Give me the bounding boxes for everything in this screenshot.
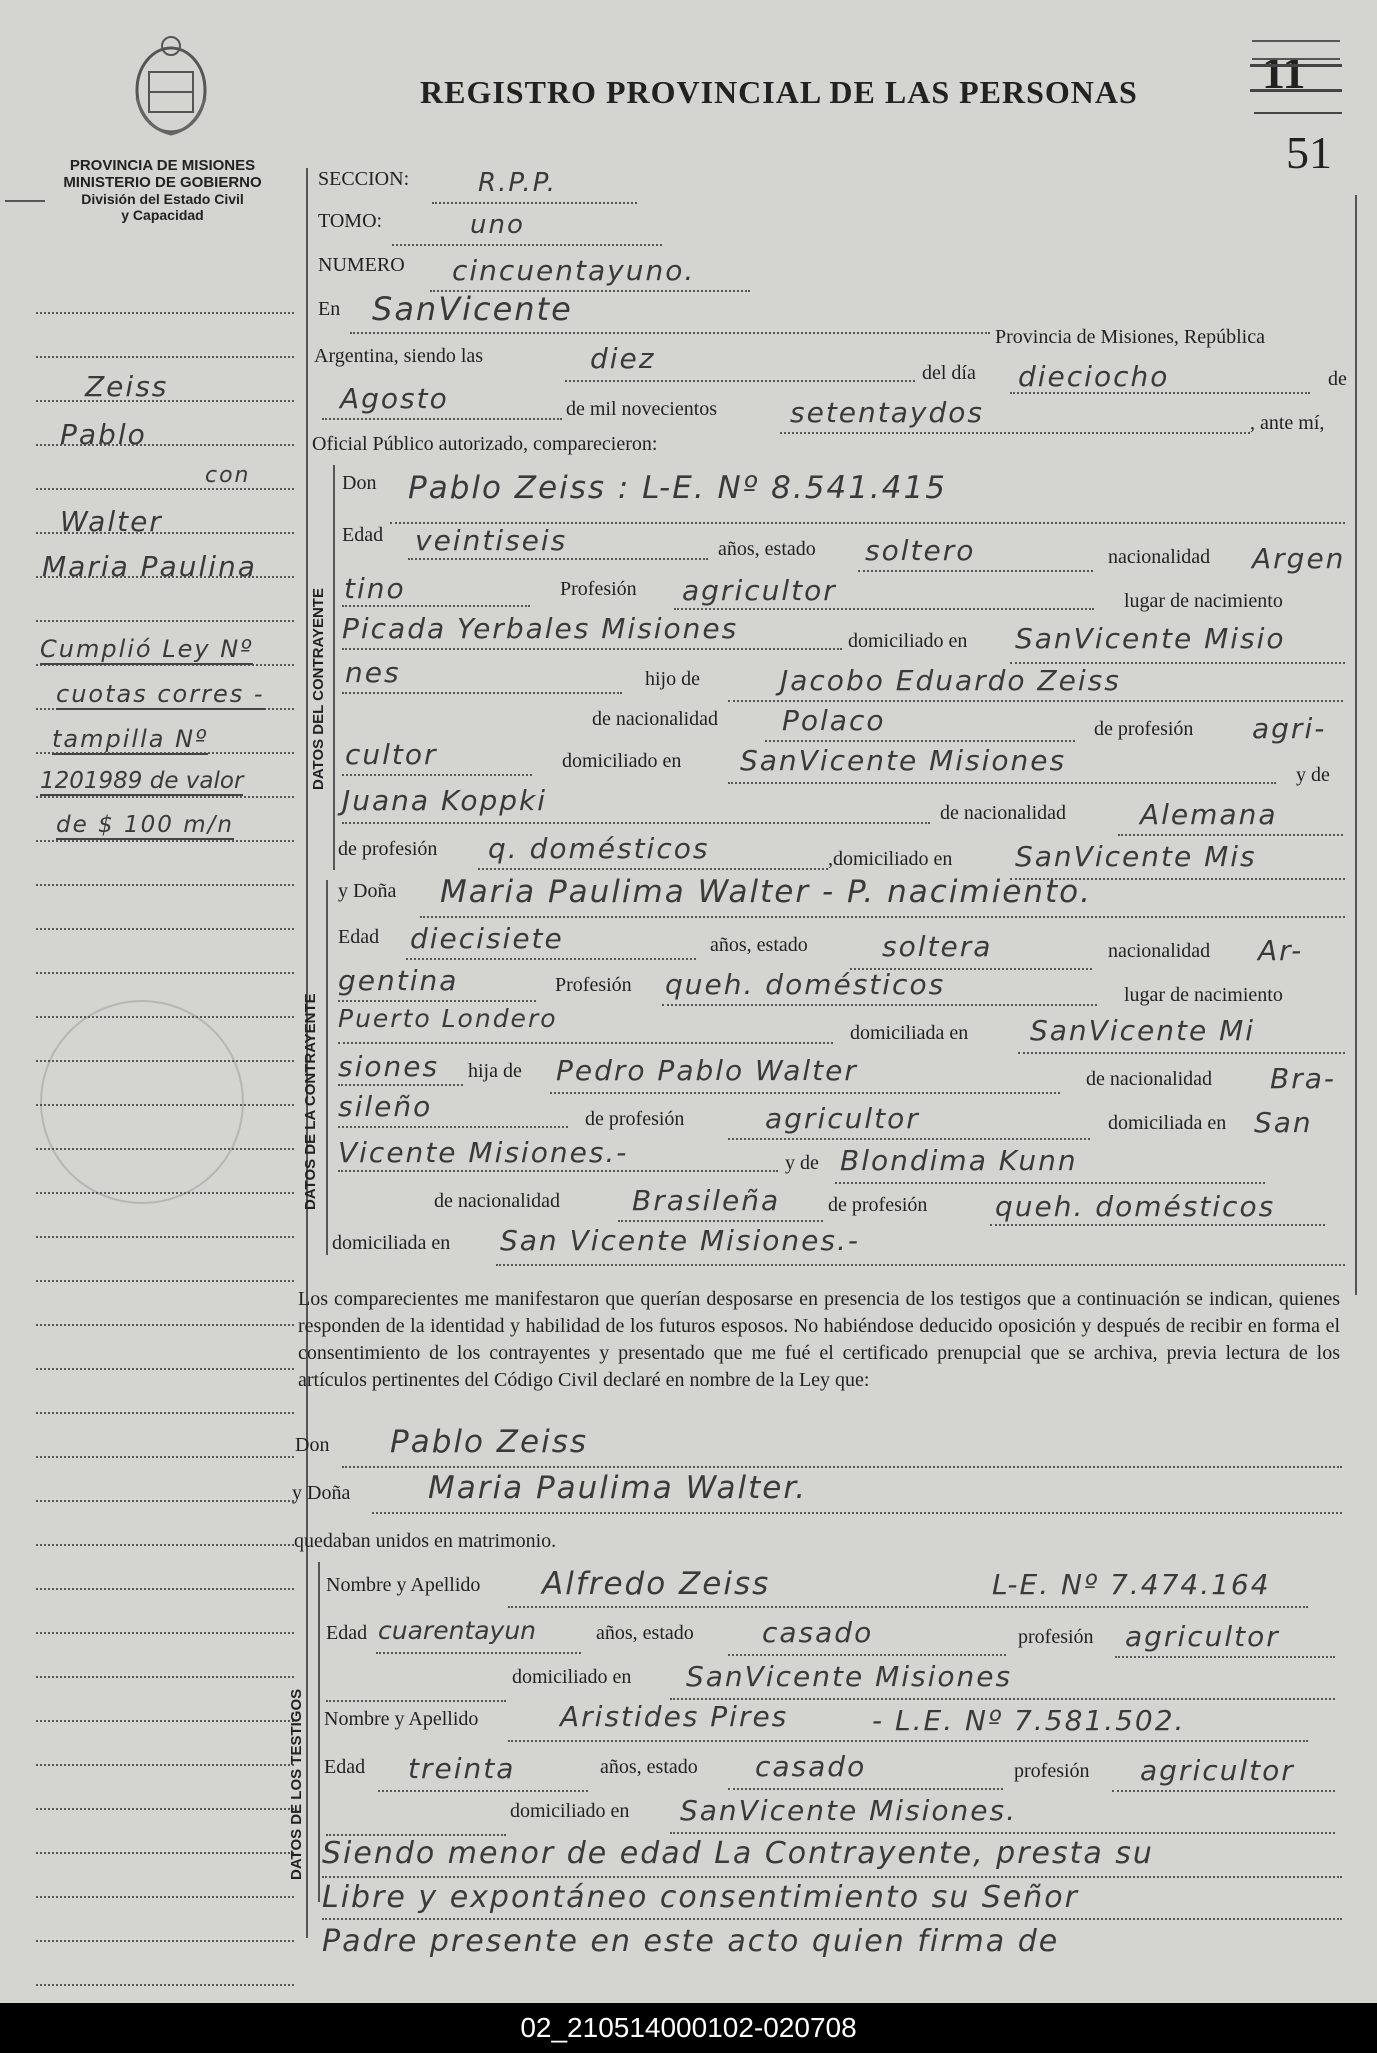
margin-firstname: Pablo bbox=[60, 418, 147, 451]
right-frame-line bbox=[1355, 195, 1357, 1295]
final-note-3: Padre presente en este acto quien firma de bbox=[322, 1924, 1060, 1959]
domicilio-label: domiciliado en bbox=[848, 630, 968, 652]
margin-ruled-line bbox=[36, 312, 294, 314]
padre-prof-label: de profesión bbox=[1094, 718, 1194, 740]
padre-dom-label: domiciliado en bbox=[562, 750, 682, 772]
tomo-line bbox=[392, 244, 662, 246]
t2-domicilio-line bbox=[670, 1832, 1335, 1834]
numero-label: NUMERO bbox=[318, 254, 405, 276]
del-dia-label: del día bbox=[922, 362, 976, 384]
domicilio-label-2: domiciliada en bbox=[850, 1022, 969, 1044]
profesion-line bbox=[674, 608, 1094, 610]
strike-lines-top bbox=[1252, 40, 1340, 60]
t1-profesion-label: profesión bbox=[1018, 1626, 1094, 1648]
contrayenta-section-label: DATOS DE LA CONTRAYENTE bbox=[302, 993, 319, 1210]
edad2-line bbox=[406, 958, 696, 960]
padre-line bbox=[728, 700, 1343, 702]
mes-line bbox=[322, 418, 562, 420]
declaration-dona-label: y Doña bbox=[292, 1482, 351, 1504]
declaration-don-label: Don bbox=[295, 1434, 330, 1456]
final-note-2: Libre y expontáneo consentimiento su Señor bbox=[322, 1880, 1079, 1915]
t2-edad-line bbox=[378, 1790, 588, 1792]
contrayente-lugar: Picada Yerbales Misiones bbox=[342, 612, 739, 645]
contrayenta-domicilio-2: siones bbox=[338, 1050, 440, 1083]
contrayente-madre-dom: SanVicente Mis bbox=[1015, 840, 1257, 873]
margin-ruled-line bbox=[36, 1456, 294, 1458]
contrayenta-madre-prof: queh. domésticos bbox=[995, 1190, 1276, 1223]
madre-prof-label-2: de profesión bbox=[828, 1194, 928, 1216]
profesion-label-2: Profesión bbox=[555, 974, 632, 996]
profesion-label: Profesión bbox=[560, 578, 637, 600]
seccion-line bbox=[432, 202, 637, 204]
padre-dom-label-2: domiciliada en bbox=[1108, 1112, 1227, 1134]
contrayente-bracket bbox=[333, 465, 335, 870]
image-caption: 02_210514000102-020708 bbox=[0, 2003, 1377, 2053]
madre-prof-line bbox=[478, 868, 828, 870]
office-division-2: y Capacidad bbox=[121, 207, 204, 223]
t2-nombre-label: Nombre y Apellido bbox=[324, 1708, 479, 1730]
registry-title: REGISTRO PROVINCIAL DE LAS PERSONAS bbox=[420, 74, 1138, 110]
de-label: de bbox=[1328, 368, 1347, 390]
contrayente-padre-dom: SanVicente Misiones bbox=[740, 744, 1067, 777]
t1-domicilio: SanVicente Misiones bbox=[686, 1660, 1013, 1693]
contrayente-nac-2: tino bbox=[344, 572, 406, 605]
anios-label-2: años, estado bbox=[710, 934, 808, 956]
nac2-line bbox=[342, 605, 530, 607]
argentina-text: Argentina, siendo las bbox=[314, 345, 484, 367]
contrayente-domicilio-1: SanVicente Misio bbox=[1015, 622, 1286, 655]
contrayente-madre-prof: q. domésticos bbox=[488, 832, 710, 865]
hora-line bbox=[565, 380, 915, 382]
provincia-text: Provincia de Misiones, República bbox=[995, 326, 1265, 348]
contrayente-edad: veintiseis bbox=[415, 524, 568, 557]
contrayenta-edad: diecisiete bbox=[410, 922, 564, 955]
madre-nac-label: de nacionalidad bbox=[940, 802, 1067, 824]
contrayente-padre-nac: Polaco bbox=[782, 704, 886, 737]
contrayenta-padre-dom-2: Vicente Misiones.- bbox=[338, 1136, 629, 1169]
madre2-line bbox=[835, 1182, 1265, 1184]
madre-prof-label: de profesión bbox=[338, 838, 438, 860]
declaration-text: Los comparecientes me manifestaron que querían desposarse en presencia de los testigos que a continuación se indican, quienes responden de la identidad y habilidad de los futuros esposos. No habiéndose deducido oposición y después de recibir en forma el consentimiento de los contrayentes y presentado que me fué el certificado prenupcial que se archiva, previa lectura de los artículos pertinentes del Código Civil declaré en nombre de la Ley que: bbox=[298, 1288, 1340, 1391]
profesion2-line bbox=[662, 1004, 1097, 1006]
margin-ruled-line bbox=[36, 1500, 294, 1502]
padre-prof2-line-2 bbox=[728, 1138, 1090, 1140]
t2-profesion-line bbox=[1112, 1790, 1335, 1792]
hijo-label: hijo de bbox=[645, 668, 700, 690]
declaration-dona: Maria Paulima Walter. bbox=[428, 1470, 808, 1506]
margin-ruled-line bbox=[36, 1764, 294, 1766]
t1-anios-label: años, estado bbox=[596, 1622, 694, 1644]
seccion-label: SECCION: bbox=[318, 168, 410, 190]
margin-ruled-line bbox=[36, 1984, 294, 1986]
office-division: División del Estado Civil bbox=[81, 191, 244, 207]
note-line-2 bbox=[322, 1918, 1342, 1920]
declaration-don-line bbox=[342, 1466, 1342, 1468]
margin-ruled-line bbox=[36, 1280, 294, 1282]
lugar2-line bbox=[338, 1042, 833, 1044]
edad-label-2: Edad bbox=[338, 926, 380, 948]
y-de-label-2: y de bbox=[785, 1152, 819, 1174]
margin-tax-note-4: 1201989 de valor bbox=[40, 768, 244, 794]
ante-label: , ante mí, bbox=[1250, 412, 1325, 434]
t2-nombre: Aristides Pires bbox=[560, 1700, 789, 1733]
testigos-bracket bbox=[318, 1562, 320, 1902]
en-label: En bbox=[318, 298, 341, 320]
t2-edad: treinta bbox=[408, 1752, 516, 1785]
margin-ruled-line bbox=[36, 1236, 294, 1238]
t1-domicilio-label: domiciliado en bbox=[512, 1666, 632, 1688]
margin-tax-note-2: cuotas corres - bbox=[56, 680, 265, 708]
t2-estado: casado bbox=[755, 1750, 867, 1783]
t2-domicilio-label: domiciliado en bbox=[510, 1800, 630, 1822]
sheet-number-crossed: 11 bbox=[1262, 47, 1306, 98]
note-line-1 bbox=[322, 1876, 1342, 1878]
margin-ruled-line bbox=[36, 928, 294, 930]
t1-estado-line bbox=[728, 1654, 1006, 1656]
lugar-line bbox=[342, 648, 842, 650]
nac2-line-2 bbox=[338, 1000, 536, 1002]
mil-label: de mil novecientos bbox=[566, 398, 718, 420]
t1-edad-label: Edad bbox=[326, 1622, 368, 1644]
contrayenta-nac-2: gentina bbox=[338, 964, 459, 997]
contrayente-nac-1: Argen bbox=[1252, 542, 1346, 575]
contrayente-section-label: DATOS DEL CONTRAYENTE bbox=[310, 588, 327, 790]
declaration-don: Pablo Zeiss bbox=[390, 1424, 589, 1460]
hora-value: diez bbox=[590, 342, 656, 375]
dona-line bbox=[420, 916, 1345, 918]
dom2-line-2 bbox=[338, 1084, 463, 1086]
sheet-number: 51 bbox=[1286, 127, 1332, 178]
contrayenta-nac-1: Ar- bbox=[1258, 934, 1304, 967]
margin-ruled-line bbox=[36, 488, 294, 490]
margin-ruled-line bbox=[36, 1808, 294, 1810]
anio-line bbox=[780, 432, 1250, 434]
domicilio2-line bbox=[1018, 1052, 1345, 1054]
contrayenta-padre-nac-1: Bra- bbox=[1270, 1062, 1336, 1095]
t1-edad: cuarentayun bbox=[378, 1616, 537, 1645]
t2-documento: - L.E. Nº 7.581.502. bbox=[872, 1704, 1186, 1737]
contrayenta-padre-dom-1: San bbox=[1254, 1106, 1313, 1139]
t2-profesion-label: profesión bbox=[1014, 1760, 1090, 1782]
padre-dom2-line-2 bbox=[338, 1170, 778, 1172]
office-header bbox=[30, 157, 295, 223]
contrayenta-madre-dom: San Vicente Misiones.- bbox=[500, 1224, 860, 1257]
hija-label: hija de bbox=[468, 1060, 522, 1082]
contrayente-madre-nac: Alemana bbox=[1140, 798, 1278, 831]
t1-nombre-label: Nombre y Apellido bbox=[326, 1574, 481, 1596]
contrayente-nombre: Pablo Zeiss : L-E. Nº 8.541.415 bbox=[408, 470, 947, 506]
madre-nac-line bbox=[1118, 834, 1343, 836]
madre-nac2-line bbox=[618, 1220, 823, 1222]
mes-value: Agosto bbox=[340, 382, 449, 415]
t2-estado-line bbox=[728, 1788, 1003, 1790]
strike-lines bbox=[1250, 64, 1342, 92]
contrayenta-profesion: queh. domésticos bbox=[665, 968, 946, 1001]
t1-profesion: agricultor bbox=[1125, 1620, 1280, 1653]
margin-ruled-line bbox=[36, 1720, 294, 1722]
margin-ruled-line bbox=[36, 1588, 294, 1590]
madre-dom-label-2: domiciliada en bbox=[332, 1232, 451, 1254]
t1-documento: L-E. Nº 7.474.164 bbox=[992, 1568, 1271, 1601]
dona-label: y Doña bbox=[338, 880, 397, 902]
testigos-section-label: DATOS DE LOS TESTIGOS bbox=[288, 1688, 305, 1880]
margin-ruled-line bbox=[36, 884, 294, 886]
padre-dom-line bbox=[728, 782, 1276, 784]
oficial-text: Oficial Público autorizado, comparecieron: bbox=[312, 433, 658, 455]
padre-nac2-line-2 bbox=[338, 1126, 568, 1128]
contrayente-estado: soltero bbox=[865, 534, 976, 567]
padre2-line bbox=[550, 1092, 1060, 1094]
margin-tax-note-5: de $ 100 m/n bbox=[56, 812, 234, 838]
margin-ruled-line bbox=[36, 356, 294, 358]
edad-line bbox=[408, 558, 708, 560]
contrayenta-padre: Pedro Pablo Walter bbox=[556, 1054, 858, 1087]
dom2-line bbox=[342, 692, 622, 694]
anio-value: setentaydos bbox=[790, 396, 984, 429]
margin-ruled-line bbox=[36, 1632, 294, 1634]
t1-blank-line bbox=[326, 1700, 506, 1702]
t1-estado: casado bbox=[762, 1616, 874, 1649]
margin-ruled-line bbox=[36, 1324, 294, 1326]
office-province: PROVINCIA DE MISIONES bbox=[69, 157, 256, 174]
t1-profesion-line bbox=[1115, 1656, 1335, 1658]
dia-value: dieciocho bbox=[1018, 360, 1170, 393]
margin-ruled-line bbox=[36, 1896, 294, 1898]
margin-spouse-firstname: Maria Paulina bbox=[42, 550, 257, 583]
contrayente-profesion: agricultor bbox=[682, 574, 837, 607]
margin-ruled-line bbox=[36, 1412, 294, 1414]
contrayenta-bracket bbox=[326, 880, 328, 1255]
contrayenta-madre: Blondima Kunn bbox=[840, 1144, 1078, 1177]
madre-dom-label: ,domiciliado en bbox=[828, 848, 953, 870]
contrayenta-padre-prof: agricultor bbox=[765, 1102, 920, 1135]
contrayenta-lugar: Puerto Londero bbox=[338, 1004, 558, 1033]
contrayente-padre-prof-1: agri- bbox=[1252, 712, 1327, 745]
margin-ruled-line bbox=[36, 1852, 294, 1854]
contrayenta-madre-nac: Brasileña bbox=[632, 1184, 781, 1217]
contrayenta-domicilio-1: SanVicente Mi bbox=[1030, 1014, 1256, 1047]
madre-dom2-line bbox=[496, 1264, 1345, 1266]
margin-ruled-line bbox=[36, 972, 294, 974]
tomo-label: TOMO: bbox=[318, 210, 383, 232]
madre-line bbox=[342, 822, 930, 824]
margin-ruled-line bbox=[36, 1676, 294, 1678]
padre-nac-line bbox=[765, 740, 1075, 742]
y-de-label: y de bbox=[1296, 764, 1330, 786]
madre-prof2-line bbox=[990, 1224, 1325, 1226]
en-line bbox=[350, 332, 990, 334]
padre-prof2-line bbox=[342, 774, 532, 776]
lugar-label: lugar de nacimiento bbox=[1124, 590, 1283, 612]
margin-spouse-surname: Walter bbox=[60, 505, 163, 538]
final-note-1: Siendo menor de edad La Contrayente, presta su bbox=[322, 1836, 1154, 1871]
contrayente-padre-prof-2: cultor bbox=[345, 738, 438, 771]
margin-mark bbox=[5, 200, 45, 202]
contrayente-madre: Juana Koppki bbox=[342, 784, 548, 817]
coat-of-arms-seal bbox=[125, 28, 217, 140]
margin-ruled-line bbox=[36, 1368, 294, 1370]
margin-con: con bbox=[205, 463, 251, 488]
numero-value: cincuentayuno. bbox=[452, 254, 696, 287]
declaration-dona-line bbox=[372, 1512, 1342, 1514]
margin-ruled-line bbox=[36, 620, 294, 622]
madre-nac-label-2: de nacionalidad bbox=[434, 1190, 561, 1212]
contrayente-padre: Jacobo Eduardo Zeiss bbox=[780, 664, 1121, 697]
margin-ruled-line bbox=[36, 1544, 294, 1546]
t2-anios-label: años, estado bbox=[600, 1756, 698, 1778]
padre-prof-label-2: de profesión bbox=[585, 1108, 685, 1130]
t1-nombre: Alfredo Zeiss bbox=[542, 1566, 771, 1602]
contrayenta-nombre: Maria Paulima Walter - P. nacimiento. bbox=[440, 874, 1092, 910]
contrayenta-padre-nac-2: sileño bbox=[338, 1090, 433, 1123]
lugar-label-2: lugar de nacimiento bbox=[1124, 984, 1283, 1006]
margin-ruled-line bbox=[36, 1940, 294, 1942]
nac-label-2: nacionalidad bbox=[1108, 940, 1211, 962]
nac-label: nacionalidad bbox=[1108, 546, 1211, 568]
t2-domicilio: SanVicente Misiones. bbox=[680, 1794, 1017, 1827]
margin-ruled-line bbox=[36, 796, 294, 798]
don-label: Don bbox=[342, 472, 377, 494]
estado-line bbox=[858, 570, 1093, 572]
contrayenta-estado: soltera bbox=[882, 930, 993, 963]
t1-nombre-line bbox=[508, 1606, 1308, 1608]
office-ministry: MINISTERIO DE GOBIERNO bbox=[63, 174, 262, 191]
margin-surname: Zeiss bbox=[85, 370, 169, 403]
t2-profesion: agricultor bbox=[1140, 1754, 1295, 1787]
anios-label: años, estado bbox=[718, 538, 816, 560]
faded-stamp bbox=[40, 1000, 244, 1204]
unidos-text: quedaban unidos en matrimonio. bbox=[294, 1530, 557, 1552]
t2-edad-label: Edad bbox=[324, 1756, 366, 1778]
contrayente-domicilio-2: nes bbox=[345, 656, 401, 689]
padre-nac-label: de nacionalidad bbox=[592, 708, 719, 730]
margin-ruled-line bbox=[36, 840, 294, 842]
en-value: SanVicente bbox=[372, 290, 573, 328]
tomo-value: uno bbox=[470, 210, 525, 240]
seccion-value: R.P.P. bbox=[478, 168, 558, 198]
t1-edad-line bbox=[376, 1652, 581, 1654]
edad-label: Edad bbox=[342, 524, 384, 546]
margin-tax-note-3: tampilla Nº bbox=[52, 725, 209, 753]
number-divider bbox=[1254, 112, 1342, 114]
padre-nac-label-2: de nacionalidad bbox=[1086, 1068, 1213, 1090]
t2-nombre-line bbox=[508, 1740, 1308, 1742]
margin-tax-note-1: Cumplió Ley Nº bbox=[40, 635, 254, 663]
